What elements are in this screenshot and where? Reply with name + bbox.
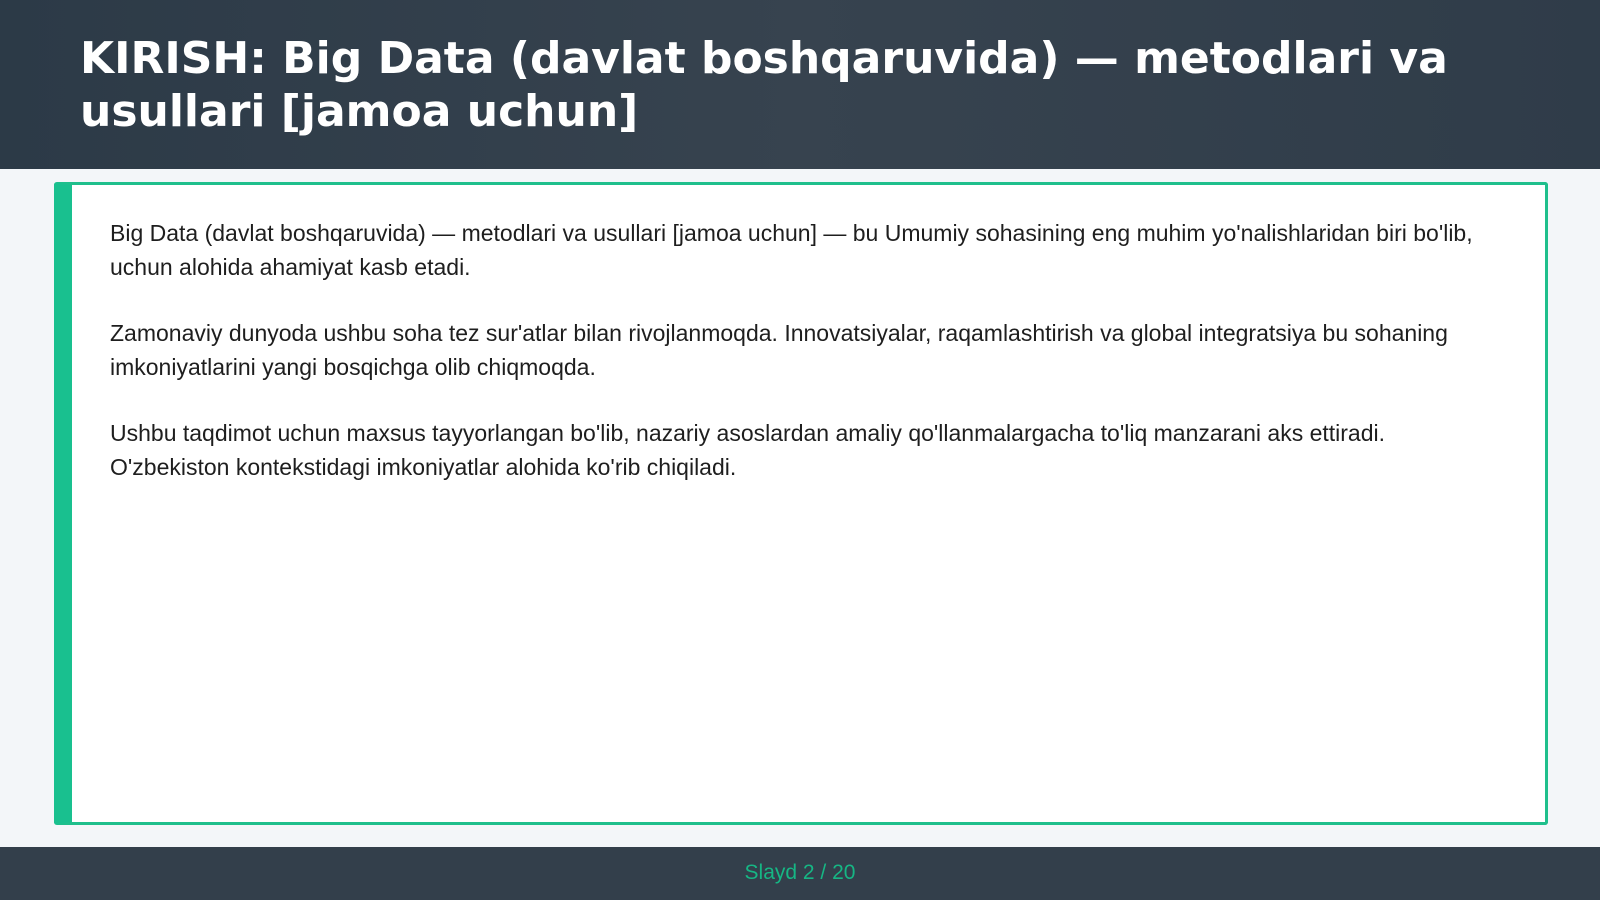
paragraph-modern-world: Zamonaviy dunyoda ushbu soha tez sur'atlar bilan rivojlanmoqda. Innovatsiyalar, raqamlashtirish va global integratsiya bu sohaning imkoniyatlarini yangi bosqichga olib chiqmoqda.: [110, 320, 1448, 380]
slide-title: KIRISH: Big Data (davlat boshqaruvida) — metodlari va usullari [jamoa uchun]: [80, 33, 1448, 137]
slide-counter: Slayd 2 / 20: [744, 861, 856, 884]
slide-footer: [0, 847, 1600, 900]
paragraph-presentation-purpose: Ushbu taqdimot uchun maxsus tayyorlangan bo'lib, nazariy asoslardan amaliy qo'llanmalargacha to'liq manzarani aks ettiradi. O'zbekiston kontekstidagi imkoniyatlar alohida ko'rib chiqiladi.: [110, 420, 1386, 480]
paragraph-intro: Big Data (davlat boshqaruvida) — metodlari va usullari [jamoa uchun] — bu Umumiy sohasining eng muhim yo'nalishlaridan biri bo'lib, uchun alohida ahamiyat kasb etadi.: [110, 220, 1473, 280]
content-panel: [54, 182, 1548, 825]
slide-header: [0, 0, 1600, 169]
